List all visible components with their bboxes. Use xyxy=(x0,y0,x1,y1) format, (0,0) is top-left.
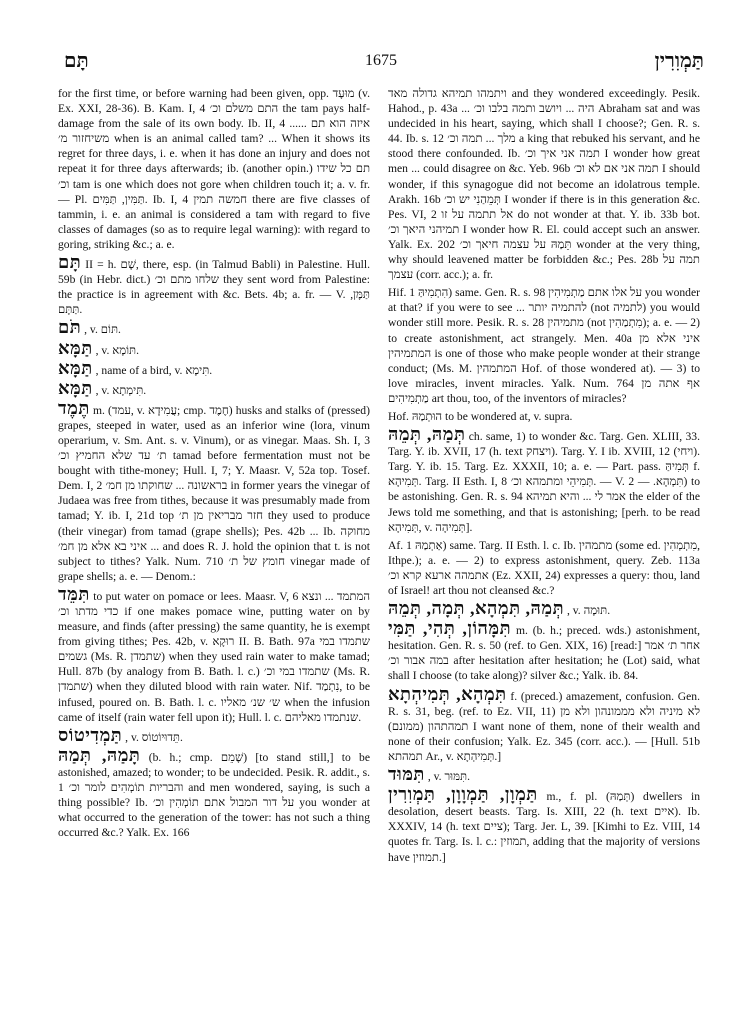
dictionary-entry xyxy=(388,538,700,598)
headword: תֶּמֶד xyxy=(58,397,90,418)
right-column xyxy=(388,86,700,868)
entry-text: , v. תּוֹמָא. xyxy=(95,343,140,357)
dictionary-entry xyxy=(388,784,701,864)
headword: תָּמַהּ, תְּמַהּ xyxy=(58,744,141,765)
entry-text: Hof. הוּתְמַהּ to be wondered at, v. supra. xyxy=(388,409,573,423)
dictionary-entry xyxy=(58,377,370,398)
headword: תַּמְוָן, תַּמְוָוָן, תַּמְוִרִין xyxy=(388,784,538,805)
entry-text: Af. אַתְמַהּ 1) same. Targ. II Esth. l. c. Ib. מתמהין (some ed. מִתְמְהִין, Ithpe.); a. e. — 2) to express astonishment, query. Zeb. 113a אתמהה ארעא קרא וכ׳ (Ez. XXII, 24) expresses a query: thou, land of Israel! art thou not cleansed &c.? xyxy=(388,538,701,597)
headword: תֹּם xyxy=(58,317,82,338)
dictionary-entry xyxy=(388,683,700,764)
entry-text: to put water on pomace or lees. Maasr. V, 6 המתמד ... ונצא כדי מדתו וכ׳ if one makes pomace wine, putting water on by measure, and finds (after pressing) the same quantity, he is exempt from giving tithes; Pes. 42b, v. רוּקָא II. B. Bath. 97a שתמדו במי גשמים (Ms. R. שתמדן) when they used rain water to make tamad; Hull. 87b (by analogy from B. Bath. l. c.) שתמדו במי וכ׳ (Ms. R. שתמדן) when they diluted blood with rain water. Nif. נִתְמַד, to be infused, poured on. B. Bath. l. c. ש׳ שנ׳ מאליו when the infusion came of itself (rain water fell upon it); Hull. l. c. שנתמדו מאליהם. xyxy=(58,589,371,724)
dictionary-entry xyxy=(58,744,371,841)
dictionary-entry xyxy=(388,409,700,424)
entry-text: (b. h.; cmp. שָׁמֵם) [to stand still,] to be astonished, amazed; to wonder; to be undecided. Pesik. R. addit., s. 1 והבריות תוֹמְהִים לומר וכ׳ and men wondered, saying, is such a thing possible? Ib. על דור המבול אתם תוֹמְהִין וכ׳ you wonder at what occurred to the generation of the tower: has not such a thing occurred &c.? Yalk. Ex. 166 xyxy=(58,750,371,840)
headword: תַּמָּא xyxy=(58,357,93,378)
dictionary-entry xyxy=(58,583,371,725)
entry-text: ויתמהו תמיהא גדולה מאד and they wondered exceedingly. Pesik. Hahod., p. 43a ... היה ... ויושב ותמה בלבו וכ׳ Abraham sat and was undecided in his heart, saying, which shall I choose?; Gen. R. s. 44. Ib. s. 12 מלך ... תמה וכ׳ a king that rebuked his servant, and he stood there confounded. Ib. תמה אני איך וכ׳ I wonder how great men ... could disagree on &c. Yeb. 96b תמה אני אם לא וכ׳ I should wonder, if this synagogue did not become an idolatrous temple. Arakh. 16b תְּמֵהַנִי יש וכ׳ I wonder if there is in this generation &c. Pes. VI, 2 אל תתמה על זו do not wonder at that. Y. ib. 33b bot. תמיהני היאך וכ׳ I wonder how R. El. could accept such an answer. Yalk. Ex. 202 תֵּמַהּ על עצמה חיאך וכ׳ wonder at the very thing, why should leavened matter be forbidden &c.; Pes. 28b תמה על עצמך (corr. acc.); a. fr. xyxy=(388,87,700,282)
entry-text: m. (b. h.; preced. wds.) astonishment, hesitation. Gen. R. s. 50 (ref. to Gen. XIX, 16) [read:] אחר ת׳ אמר במה אבור וכ׳ after hesitation after hesitation; he (Lot) said, what shall I choose (to take along)? silver &c.; Yalk. ib. 84. xyxy=(388,624,700,683)
running-header xyxy=(56,50,706,74)
header-right-word: תַּמְוִרִין xyxy=(654,50,704,72)
entry-text: II = h. שָׁם, there, esp. (in Talmud Babli) in Palestine. Hull. 59b (in Hebr. dict.) שלחו מתם וכ׳ they sent word from Palestine: the practice is in agreement with &c. Bets. 4b; a. fr. — V. תַּמָּן, תַּתָּם. xyxy=(58,258,371,317)
headword: תַּמָּא xyxy=(58,377,93,398)
headword: תְּמַהּ, תְּמֵהּ xyxy=(388,424,466,445)
header-left-word: תָּם xyxy=(64,50,89,72)
dictionary-entry xyxy=(58,337,370,358)
dictionary-entry xyxy=(388,598,700,619)
page-number: 1675 xyxy=(365,52,397,69)
headword: תַּמָּא xyxy=(58,337,93,358)
headword: תְּמַהּ, תִּמְהָא, תְּמָה, תְּמֵהּ xyxy=(388,598,565,619)
dictionary-entry xyxy=(388,424,700,535)
headword: תַּמְדִיטוֹס xyxy=(58,724,123,745)
headword: תִּמָּהוֹן, תְּהִי, תַּמִּי xyxy=(388,618,512,639)
dictionary-entry xyxy=(58,86,370,252)
headword: תִּמּוּד xyxy=(388,764,425,785)
dictionary-entry xyxy=(58,357,370,378)
headword: תִּמֵּד xyxy=(58,583,90,604)
dictionary-entry xyxy=(58,397,370,584)
dictionary-entry xyxy=(388,86,700,282)
entry-text: , name of a bird, v. תִּימָא. xyxy=(95,363,213,377)
entry-text: m. (עמד, v. עֲמִידָא; cmp. חֶמֶד) husks and stalks of (pressed) grapes, steeped in water, used as an inferior wine (lora, vinum operarium, v. Sm. Ant. s. v. Vinum), or as vinegar. Maas. Sh. I, 3 ת׳ עד שלא החמיץ וכ׳ tamad before fermentation must not be bought with tithe-money; Hull. I, 7; Y. Maasr. V, 52a top. Tosef. Dem. I, 2 בראשונה ... שחוקתו מן חמ׳ in former years the vinegar of Judaea was free from tithes, because it was presumably made from tamad; Y. ib. I, 21d top חזר מבריאין מן ת׳ they used to produce (their vinegar) from tamad (grape shells); Pes. 42b ... Ib. מחוקה איני בא אלא מן חמ׳ ... and does R. J. hold the opinion that t. is not subject to tithes? Yalk. Num. 710 חומץ של ת׳ vinegar made of grape shells; a. e. — Denom.: xyxy=(58,403,370,583)
headword: תִּמְהָא, תְּמִיהְתָא xyxy=(388,683,507,704)
entry-text: for the first time, or before warning had been given, opp. מוּעָד (v. Ex. XXI, 28-36). B. Kam. I, 4 התם משלם וכ׳ the tam pays half-damage from the sale of its own body. Ib. II, 4 ...איזה הוא תם ... משיחזור מ׳ when is an animal called tam? ... When it shows its regret for three days, i. e. when it has done an injury and does not repeat it for three days afterwards; ib. (another opin.) תם כל שידו וכ׳ tam is one which does not gore when children touch it; a. v. fr. — Pl. תַּמִּין, תַּמִּים. Ib. I, 4 חמשה תמין there are five classes of tammin, i. e. an animal is considered a tam with regard to five classes of damages (so as to require legal warning): with regard to goring, striking &c.; a. e. xyxy=(58,87,371,251)
entry-text: m., f. pl. (תְּמַהּ) dwellers in desolation, desert beasts. Targ. Is. XIII, 22 (h. text איים). Ib. XXXIV, 14 (h. text ציים); Targ. Jer. L, 39. [Kimhi to Ez. VIII, 14 quotes fr. Targ. Is. l. c.: תמוזין, adding that the majority of versions have תמוזין.] xyxy=(388,790,701,864)
headword: תָּם xyxy=(58,252,82,273)
entry-text: f. (preced.) amazement, confusion. Gen. R. s. 31, beg. (ref. to Ez. VII, 11) לא מיניה ולא מממונהון ולא מן תמהתהון (ממונם) I want none of them, none of their wealth and none of their confusion; Yalk. Ez. 345 (corr. acc.). — [Hull. 51b תמהתא Ar., v. תְּמִיהְתָא.] xyxy=(388,689,700,763)
entry-text: , v. תּוּמָה. xyxy=(566,604,611,618)
entry-text: , v. תּוֹם. xyxy=(84,323,121,337)
dictionary-entry xyxy=(58,252,371,317)
entry-text: , v. תִּמּוּר. xyxy=(427,770,470,784)
dictionary-entry xyxy=(388,618,700,683)
entry-text: , v. תִּימְתָא. xyxy=(95,383,147,397)
entry-text: Hif. הִתְמִיהַּ 1) same. Gen. R. s. 98 על אלו אתם מַתְמִיהִין you wonder at that? if you were to see ... להתמיה יותר (not לתמיה) you would wonder still more. Pesik. R. s. 28 מתמיהין (not מִתְמַהִין); a. e. — 2) to create astonishment, act strangely. Men. 40a איני אלא מן המתמיהין is one of those who make people wonder at their strange conduct; (Ms. M. המתמהין Hof. of those wondered at). — 3) to love miracles, invent miracles. Yalk. Num. 764 אף אתה מן מַתְמִיהִים art thou, too, of the inventors of miracles? xyxy=(388,286,700,405)
dictionary-entry xyxy=(388,285,700,406)
left-column xyxy=(58,86,370,843)
entry-text: , v. תֵּדוּיוֹטוֹס. xyxy=(125,730,183,744)
entry-text: ch. same, 1) to wonder &c. Targ. Gen. XLIII, 33. Targ. Y. ib. XVII, 17 (h. text ויצחק). Targ. Y. I ib. XVIII, 12 (ויחי). Targ. Y. ib. 15. Targ. Ez. XXXII, 10; a. e. — Part. pass. תְּמִיהַּ f. תְּמִיהָא. Targ. II Esth. I, 8 תְּמִיהֵי ומתמהא וכ׳. — V. תִּמְהָא. — 2) to be astonishing. Gen. R. s. 94 אמר לי ... והיא תמיהא the elder of the Jews told me something, and that is astonishing; [perh. to be read תְּמִיהָא, v. תְּמִיהָה]. xyxy=(388,430,700,534)
dictionary-entry xyxy=(388,764,700,785)
dictionary-entry xyxy=(58,724,370,745)
dictionary-entry xyxy=(58,317,370,338)
